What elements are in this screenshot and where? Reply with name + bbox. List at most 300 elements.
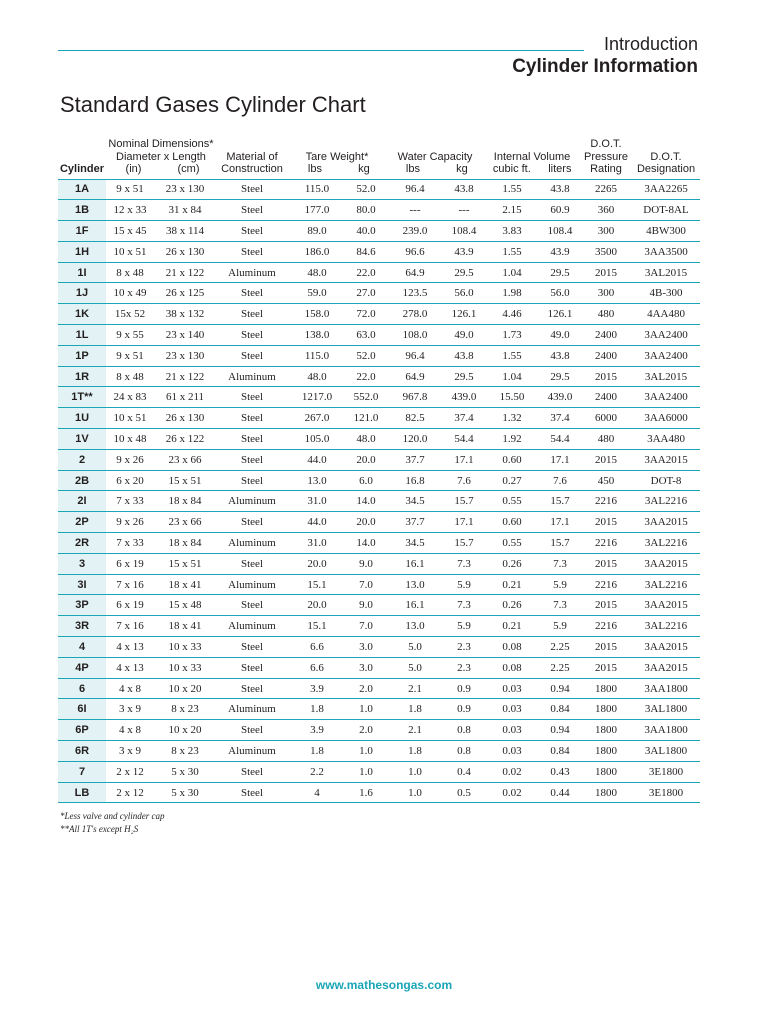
cell-tare-kg: 2.0 <box>346 678 386 699</box>
table-row <box>58 699 700 720</box>
table-header-row <box>58 138 700 179</box>
cell-volume-cuft: 0.02 <box>484 782 540 803</box>
cell-dot-designation: 3AA2015 <box>632 657 700 678</box>
cell-material: Steel <box>216 470 288 491</box>
cell-diameter-in: 15 x 45 <box>106 221 154 242</box>
cell-tare-lbs: 89.0 <box>288 221 346 242</box>
cell-material: Aluminum <box>216 741 288 762</box>
cell-length-cm: 5 x 30 <box>154 782 216 803</box>
table-row <box>58 241 700 262</box>
cell-diameter-in: 4 x 8 <box>106 678 154 699</box>
cell-dot-designation: 3AA6000 <box>632 408 700 429</box>
table-row <box>58 200 700 221</box>
cell-length-cm: 18 x 41 <box>154 574 216 595</box>
cell-water-kg: 0.8 <box>444 741 484 762</box>
section-label: Introduction <box>603 34 698 54</box>
cell-volume-cuft: 0.60 <box>484 512 540 533</box>
cell-pressure-rating: 2015 <box>580 512 632 533</box>
website-link[interactable]: www.mathesongas.com <box>315 978 453 992</box>
cell-tare-kg: 6.0 <box>346 470 386 491</box>
cell-diameter-in: 4 x 13 <box>106 637 154 658</box>
cell-length-cm: 38 x 114 <box>154 221 216 242</box>
cell-volume-liters: 0.43 <box>540 761 580 782</box>
cell-dot-designation: 3AL2216 <box>632 574 700 595</box>
cell-material: Steel <box>216 678 288 699</box>
table-body <box>58 179 700 803</box>
cell-water-lbs: 1.8 <box>386 741 444 762</box>
cell-water-lbs: 2.1 <box>386 678 444 699</box>
cell-diameter-in: 10 x 51 <box>106 408 154 429</box>
cell-tare-lbs: 31.0 <box>288 491 346 512</box>
cell-volume-liters: 15.7 <box>540 533 580 554</box>
header-rule <box>58 50 584 51</box>
cell-tare-lbs: 31.0 <box>288 533 346 554</box>
cell-tare-kg: 14.0 <box>346 533 386 554</box>
cell-tare-lbs: 115.0 <box>288 345 346 366</box>
cell-tare-lbs: 20.0 <box>288 595 346 616</box>
cell-water-kg: 7.3 <box>444 595 484 616</box>
cell-tare-lbs: 267.0 <box>288 408 346 429</box>
cell-volume-cuft: 4.46 <box>484 304 540 325</box>
cell-tare-kg: 20.0 <box>346 449 386 470</box>
cell-diameter-in: 4 x 8 <box>106 720 154 741</box>
cell-diameter-in: 6 x 19 <box>106 595 154 616</box>
cell-pressure-rating: 480 <box>580 429 632 450</box>
col-header-internal-volume: Internal Volume cubic ft. liters <box>484 138 580 179</box>
cell-dot-designation: 3E1800 <box>632 782 700 803</box>
cell-cylinder: LB <box>58 782 106 803</box>
cell-diameter-in: 24 x 83 <box>106 387 154 408</box>
cell-material: Aluminum <box>216 491 288 512</box>
cell-cylinder: 6R <box>58 741 106 762</box>
cell-water-lbs: 64.9 <box>386 366 444 387</box>
cell-length-cm: 26 x 122 <box>154 429 216 450</box>
cell-tare-lbs: 59.0 <box>288 283 346 304</box>
cell-tare-lbs: 15.1 <box>288 616 346 637</box>
cell-volume-cuft: 0.26 <box>484 553 540 574</box>
cell-water-lbs: 96.4 <box>386 345 444 366</box>
cell-water-lbs: 123.5 <box>386 283 444 304</box>
cell-water-lbs: 1.8 <box>386 699 444 720</box>
cell-pressure-rating: 6000 <box>580 408 632 429</box>
cell-diameter-in: 9 x 51 <box>106 345 154 366</box>
cell-pressure-rating: 1800 <box>580 741 632 762</box>
cell-material: Steel <box>216 241 288 262</box>
cell-volume-cuft: 0.21 <box>484 616 540 637</box>
cell-diameter-in: 10 x 51 <box>106 241 154 262</box>
footnote: *Less valve and cylinder cap <box>60 811 165 821</box>
cell-water-lbs: 120.0 <box>386 429 444 450</box>
cell-length-cm: 38 x 132 <box>154 304 216 325</box>
cylinder-chart <box>58 138 700 803</box>
cell-pressure-rating: 300 <box>580 221 632 242</box>
cell-water-kg: 29.5 <box>444 262 484 283</box>
table-row <box>58 429 700 450</box>
cell-volume-cuft: 1.92 <box>484 429 540 450</box>
cell-water-lbs: 37.7 <box>386 512 444 533</box>
cell-water-kg: 439.0 <box>444 387 484 408</box>
cell-tare-kg: 9.0 <box>346 595 386 616</box>
cell-tare-kg: 2.0 <box>346 720 386 741</box>
cell-material: Steel <box>216 283 288 304</box>
cell-cylinder: 1B <box>58 200 106 221</box>
cell-pressure-rating: 450 <box>580 470 632 491</box>
cell-tare-lbs: 1.8 <box>288 699 346 720</box>
cell-water-kg: 7.3 <box>444 553 484 574</box>
cell-water-lbs: 82.5 <box>386 408 444 429</box>
cell-pressure-rating: 2015 <box>580 366 632 387</box>
footnotes <box>60 810 164 836</box>
cell-pressure-rating: 2015 <box>580 449 632 470</box>
cell-tare-kg: 52.0 <box>346 179 386 200</box>
cell-water-lbs: 96.4 <box>386 179 444 200</box>
cell-water-kg: --- <box>444 200 484 221</box>
cell-water-kg: 0.4 <box>444 761 484 782</box>
cell-cylinder: 1I <box>58 262 106 283</box>
cell-material: Aluminum <box>216 616 288 637</box>
cell-pressure-rating: 1800 <box>580 761 632 782</box>
cell-tare-kg: 552.0 <box>346 387 386 408</box>
cell-tare-kg: 7.0 <box>346 574 386 595</box>
cell-tare-lbs: 6.6 <box>288 637 346 658</box>
cell-cylinder: 2 <box>58 449 106 470</box>
cell-tare-kg: 22.0 <box>346 262 386 283</box>
cell-tare-kg: 52.0 <box>346 345 386 366</box>
col-header-nominal-dimensions: Nominal Dimensions* Diameter x Length (in) (cm) <box>106 138 216 179</box>
cell-cylinder: 1L <box>58 325 106 346</box>
table-row <box>58 366 700 387</box>
cell-volume-liters: 15.7 <box>540 491 580 512</box>
cell-length-cm: 15 x 51 <box>154 470 216 491</box>
cell-volume-liters: 5.9 <box>540 574 580 595</box>
cell-volume-liters: 126.1 <box>540 304 580 325</box>
cell-dot-designation: 3AA3500 <box>632 241 700 262</box>
cell-dot-designation: 3AL2216 <box>632 491 700 512</box>
cell-volume-liters: 0.84 <box>540 741 580 762</box>
cell-material: Steel <box>216 408 288 429</box>
cell-pressure-rating: 2265 <box>580 179 632 200</box>
cell-tare-lbs: 115.0 <box>288 179 346 200</box>
cell-length-cm: 8 x 23 <box>154 699 216 720</box>
table-row <box>58 761 700 782</box>
table-row <box>58 678 700 699</box>
cell-material: Steel <box>216 782 288 803</box>
cell-material: Steel <box>216 553 288 574</box>
cell-tare-lbs: 186.0 <box>288 241 346 262</box>
cell-water-lbs: 16.1 <box>386 553 444 574</box>
cell-volume-cuft: 2.15 <box>484 200 540 221</box>
cell-tare-lbs: 48.0 <box>288 366 346 387</box>
cell-cylinder: 3R <box>58 616 106 637</box>
cell-dot-designation: 3AA2265 <box>632 179 700 200</box>
table-row <box>58 637 700 658</box>
cell-pressure-rating: 2015 <box>580 657 632 678</box>
cell-volume-cuft: 0.55 <box>484 533 540 554</box>
cell-tare-lbs: 20.0 <box>288 553 346 574</box>
cell-volume-liters: 43.8 <box>540 345 580 366</box>
cell-volume-liters: 29.5 <box>540 366 580 387</box>
cell-tare-lbs: 158.0 <box>288 304 346 325</box>
cell-material: Steel <box>216 429 288 450</box>
cell-volume-cuft: 1.55 <box>484 179 540 200</box>
cell-tare-kg: 1.0 <box>346 741 386 762</box>
cell-cylinder: 1A <box>58 179 106 200</box>
table-row <box>58 512 700 533</box>
cell-dot-designation: DOT-8 <box>632 470 700 491</box>
cell-water-kg: 0.8 <box>444 720 484 741</box>
table-row <box>58 657 700 678</box>
cell-dot-designation: 3AA2015 <box>632 512 700 533</box>
cell-dot-designation: 3AA2015 <box>632 595 700 616</box>
cell-material: Aluminum <box>216 574 288 595</box>
cell-volume-cuft: 0.08 <box>484 637 540 658</box>
cell-pressure-rating: 1800 <box>580 782 632 803</box>
cell-tare-lbs: 1.8 <box>288 741 346 762</box>
cell-diameter-in: 6 x 20 <box>106 470 154 491</box>
cell-water-kg: 7.6 <box>444 470 484 491</box>
cell-water-kg: 108.4 <box>444 221 484 242</box>
cell-tare-lbs: 44.0 <box>288 449 346 470</box>
table-row <box>58 221 700 242</box>
cell-volume-cuft: 0.27 <box>484 470 540 491</box>
cell-tare-lbs: 105.0 <box>288 429 346 450</box>
cell-dot-designation: 3AL2015 <box>632 366 700 387</box>
cell-cylinder: 3I <box>58 574 106 595</box>
cell-length-cm: 18 x 84 <box>154 533 216 554</box>
cell-tare-kg: 3.0 <box>346 657 386 678</box>
cell-pressure-rating: 2015 <box>580 262 632 283</box>
table-row <box>58 345 700 366</box>
table-row <box>58 720 700 741</box>
cell-cylinder: 6P <box>58 720 106 741</box>
cell-cylinder: 2I <box>58 491 106 512</box>
cell-material: Aluminum <box>216 533 288 554</box>
cell-length-cm: 26 x 130 <box>154 408 216 429</box>
cell-dot-designation: 3AL1800 <box>632 741 700 762</box>
cell-material: Steel <box>216 387 288 408</box>
table-row <box>58 408 700 429</box>
cell-dot-designation: 3AA2400 <box>632 387 700 408</box>
cell-volume-liters: 43.9 <box>540 241 580 262</box>
cell-tare-kg: 3.0 <box>346 637 386 658</box>
cell-volume-cuft: 0.21 <box>484 574 540 595</box>
cell-tare-kg: 121.0 <box>346 408 386 429</box>
cell-volume-cuft: 0.02 <box>484 761 540 782</box>
cell-cylinder: 2P <box>58 512 106 533</box>
cell-length-cm: 18 x 84 <box>154 491 216 512</box>
cell-material: Aluminum <box>216 262 288 283</box>
cell-volume-cuft: 0.55 <box>484 491 540 512</box>
cell-water-lbs: 64.9 <box>386 262 444 283</box>
cell-water-kg: 49.0 <box>444 325 484 346</box>
cell-diameter-in: 3 x 9 <box>106 699 154 720</box>
cell-tare-kg: 84.6 <box>346 241 386 262</box>
cell-tare-lbs: 13.0 <box>288 470 346 491</box>
table-row <box>58 533 700 554</box>
cell-volume-liters: 17.1 <box>540 512 580 533</box>
cell-length-cm: 23 x 130 <box>154 345 216 366</box>
cell-diameter-in: 4 x 13 <box>106 657 154 678</box>
cell-volume-liters: 0.44 <box>540 782 580 803</box>
cell-water-lbs: 2.1 <box>386 720 444 741</box>
cell-cylinder: 2R <box>58 533 106 554</box>
cell-volume-liters: 54.4 <box>540 429 580 450</box>
table-row <box>58 470 700 491</box>
cell-volume-cuft: 1.55 <box>484 345 540 366</box>
cell-water-kg: 54.4 <box>444 429 484 450</box>
cell-length-cm: 31 x 84 <box>154 200 216 221</box>
cell-cylinder: 1F <box>58 221 106 242</box>
cell-tare-lbs: 138.0 <box>288 325 346 346</box>
cell-material: Steel <box>216 449 288 470</box>
cell-volume-cuft: 1.04 <box>484 366 540 387</box>
cell-pressure-rating: 300 <box>580 283 632 304</box>
cell-dot-designation: 4BW300 <box>632 221 700 242</box>
cell-dot-designation: 3AL2216 <box>632 616 700 637</box>
cell-length-cm: 10 x 33 <box>154 637 216 658</box>
cell-volume-cuft: 1.04 <box>484 262 540 283</box>
cell-water-lbs: 967.8 <box>386 387 444 408</box>
cell-volume-liters: 7.6 <box>540 470 580 491</box>
cell-water-kg: 17.1 <box>444 449 484 470</box>
cell-pressure-rating: 2216 <box>580 491 632 512</box>
cell-tare-lbs: 177.0 <box>288 200 346 221</box>
cell-pressure-rating: 1800 <box>580 699 632 720</box>
cell-length-cm: 10 x 33 <box>154 657 216 678</box>
subsection-label: Cylinder Information <box>512 56 698 77</box>
cell-dot-designation: 3AL1800 <box>632 699 700 720</box>
cell-diameter-in: 3 x 9 <box>106 741 154 762</box>
cell-tare-lbs: 3.9 <box>288 720 346 741</box>
table-row <box>58 616 700 637</box>
cell-length-cm: 5 x 30 <box>154 761 216 782</box>
cell-water-kg: 15.7 <box>444 491 484 512</box>
cell-water-kg: 126.1 <box>444 304 484 325</box>
cell-volume-cuft: 1.55 <box>484 241 540 262</box>
cell-water-kg: 17.1 <box>444 512 484 533</box>
cell-diameter-in: 8 x 48 <box>106 366 154 387</box>
cell-tare-lbs: 48.0 <box>288 262 346 283</box>
table-row <box>58 595 700 616</box>
cell-pressure-rating: 480 <box>580 304 632 325</box>
cell-length-cm: 23 x 66 <box>154 449 216 470</box>
cell-water-lbs: 16.1 <box>386 595 444 616</box>
cell-tare-lbs: 6.6 <box>288 657 346 678</box>
cell-dot-designation: 3E1800 <box>632 761 700 782</box>
cell-water-lbs: 5.0 <box>386 657 444 678</box>
cell-volume-liters: 5.9 <box>540 616 580 637</box>
cell-material: Aluminum <box>216 366 288 387</box>
cell-pressure-rating: 2216 <box>580 574 632 595</box>
cell-water-kg: 15.7 <box>444 533 484 554</box>
cell-water-lbs: 1.0 <box>386 761 444 782</box>
col-header-pressure-rating: D.O.T. Pressure Rating <box>580 138 632 179</box>
cell-material: Steel <box>216 637 288 658</box>
cell-cylinder: 2B <box>58 470 106 491</box>
cell-tare-kg: 1.0 <box>346 761 386 782</box>
cell-volume-liters: 49.0 <box>540 325 580 346</box>
cell-water-lbs: 5.0 <box>386 637 444 658</box>
cell-volume-cuft: 1.32 <box>484 408 540 429</box>
cell-water-kg: 43.8 <box>444 345 484 366</box>
cell-length-cm: 15 x 48 <box>154 595 216 616</box>
cell-tare-kg: 1.6 <box>346 782 386 803</box>
col-header-material: Material of Construction <box>216 138 288 179</box>
cell-material: Steel <box>216 657 288 678</box>
cell-water-kg: 2.3 <box>444 637 484 658</box>
cell-volume-cuft: 0.03 <box>484 699 540 720</box>
cell-length-cm: 23 x 140 <box>154 325 216 346</box>
cell-dot-designation: 3AA1800 <box>632 720 700 741</box>
cell-cylinder: 1J <box>58 283 106 304</box>
cell-water-lbs: 108.0 <box>386 325 444 346</box>
cell-pressure-rating: 2015 <box>580 595 632 616</box>
cell-volume-cuft: 0.03 <box>484 720 540 741</box>
cell-dot-designation: 3AA2015 <box>632 449 700 470</box>
cell-tare-kg: 80.0 <box>346 200 386 221</box>
cell-volume-liters: 60.9 <box>540 200 580 221</box>
cell-volume-liters: 108.4 <box>540 221 580 242</box>
cell-tare-lbs: 3.9 <box>288 678 346 699</box>
cell-volume-liters: 43.8 <box>540 179 580 200</box>
cell-volume-cuft: 1.73 <box>484 325 540 346</box>
cell-cylinder: 4P <box>58 657 106 678</box>
cell-tare-kg: 7.0 <box>346 616 386 637</box>
cell-water-kg: 43.8 <box>444 179 484 200</box>
cell-dot-designation: 3AA480 <box>632 429 700 450</box>
cell-water-kg: 0.9 <box>444 699 484 720</box>
cell-dot-designation: DOT-8AL <box>632 200 700 221</box>
table-row <box>58 741 700 762</box>
cell-tare-lbs: 44.0 <box>288 512 346 533</box>
cell-tare-lbs: 15.1 <box>288 574 346 595</box>
cell-diameter-in: 8 x 48 <box>106 262 154 283</box>
cell-dot-designation: 4AA480 <box>632 304 700 325</box>
cell-cylinder: 1R <box>58 366 106 387</box>
cell-diameter-in: 7 x 16 <box>106 574 154 595</box>
cell-water-lbs: 278.0 <box>386 304 444 325</box>
cell-dot-designation: 3AA2015 <box>632 553 700 574</box>
cell-volume-liters: 0.94 <box>540 678 580 699</box>
cell-pressure-rating: 2216 <box>580 533 632 554</box>
table-row <box>58 553 700 574</box>
cell-dot-designation: 3AA2400 <box>632 325 700 346</box>
cell-diameter-in: 9 x 26 <box>106 449 154 470</box>
cell-water-lbs: 34.5 <box>386 491 444 512</box>
cell-pressure-rating: 2216 <box>580 616 632 637</box>
table-row <box>58 574 700 595</box>
cell-pressure-rating: 3500 <box>580 241 632 262</box>
cell-diameter-in: 12 x 33 <box>106 200 154 221</box>
table-row <box>58 179 700 200</box>
table-row <box>58 449 700 470</box>
cell-volume-liters: 17.1 <box>540 449 580 470</box>
cell-diameter-in: 7 x 16 <box>106 616 154 637</box>
cell-water-kg: 2.3 <box>444 657 484 678</box>
cell-tare-kg: 40.0 <box>346 221 386 242</box>
cell-volume-cuft: 3.83 <box>484 221 540 242</box>
table-row <box>58 304 700 325</box>
cell-material: Steel <box>216 720 288 741</box>
cell-cylinder: 7 <box>58 761 106 782</box>
cell-pressure-rating: 360 <box>580 200 632 221</box>
cell-material: Steel <box>216 304 288 325</box>
cell-water-lbs: 37.7 <box>386 449 444 470</box>
cell-length-cm: 18 x 41 <box>154 616 216 637</box>
cell-length-cm: 10 x 20 <box>154 678 216 699</box>
cell-length-cm: 10 x 20 <box>154 720 216 741</box>
cell-water-lbs: 96.6 <box>386 241 444 262</box>
